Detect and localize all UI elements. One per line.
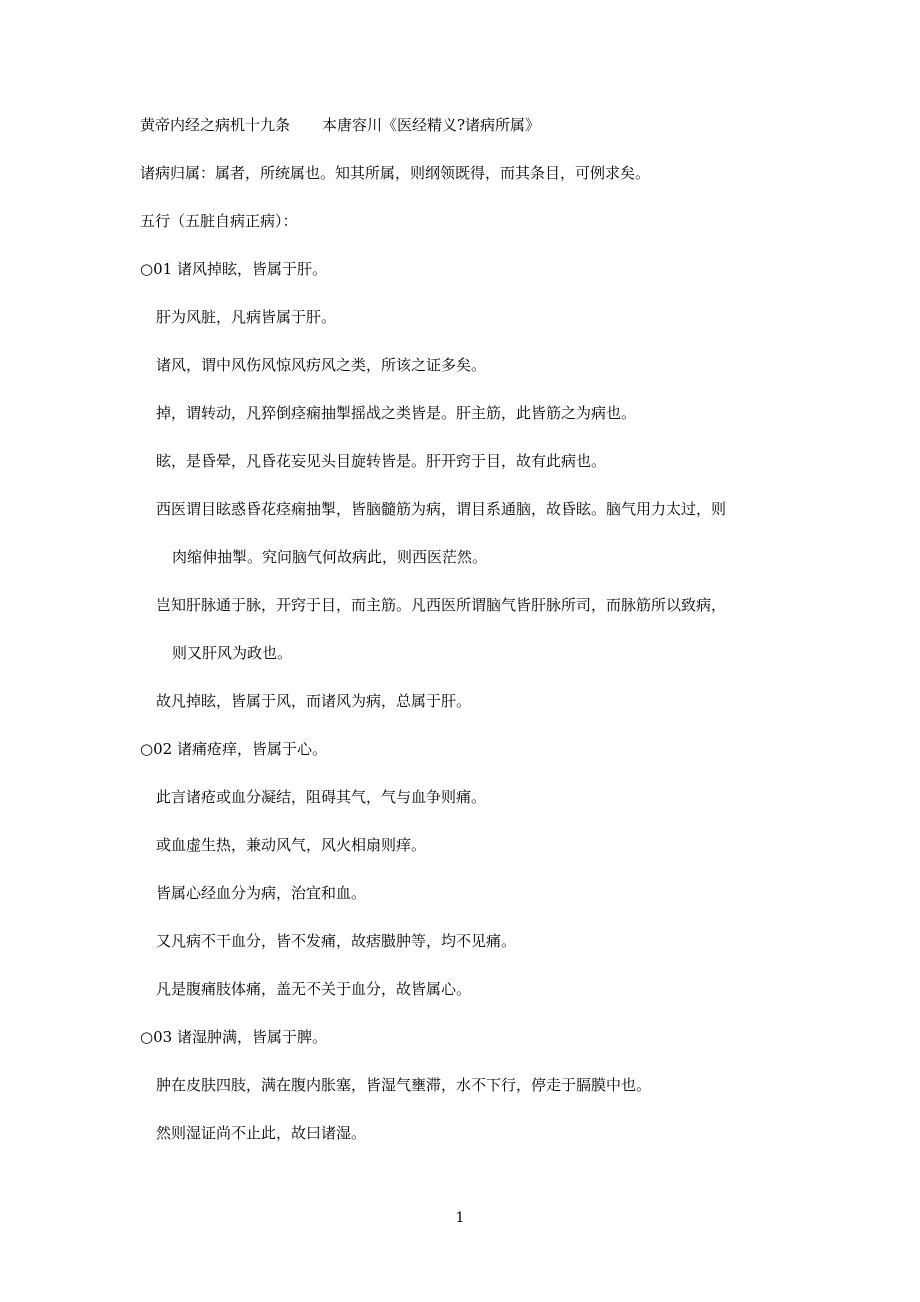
page-number: 1 xyxy=(455,1210,465,1226)
paragraph-line: 肝为风脏，凡病皆属于肝。 xyxy=(156,308,337,326)
paragraph-line-continued: 肉缩伸抽掣。究问脑气何故病此，则西医茫然。 xyxy=(172,548,488,566)
clause-heading-03: ○03 诸湿肿满，皆属于脾。 xyxy=(140,1028,327,1046)
section-heading: 五行（五脏自病正病）： xyxy=(140,212,298,230)
paragraph-line: 然则湿证尚不止此，故曰诸湿。 xyxy=(156,1124,367,1142)
paragraph-line: 又凡病不干血分，皆不发痛，故痞臌肿等，均不见痛。 xyxy=(156,932,517,950)
clause-heading-01: ○01 诸风掉眩，皆属于肝。 xyxy=(140,260,327,278)
paragraph-line: 眩，是昏晕，凡昏花妄见头目旋转皆是。肝开窍于目，故有此病也。 xyxy=(156,452,607,470)
paragraph-line: 肿在皮肤四肢，满在腹内胀塞，皆湿气壅滞，水不下行，停走于膈膜中也。 xyxy=(156,1076,652,1094)
paragraph-line: 凡是腹痛肢体痛，盖无不关于血分，故皆属心。 xyxy=(156,980,472,998)
clause-heading-02: ○02 诸痛疮痒，皆属于心。 xyxy=(140,740,327,758)
paragraph-line: 诸风，谓中风伤风惊风疠风之类，所该之证多矣。 xyxy=(156,356,487,374)
paragraph-line: 此言诸疮或血分凝结，阻碍其气，气与血争则痛。 xyxy=(156,788,487,806)
paragraph-line: 皆属心经血分为病，治宜和血。 xyxy=(156,884,367,902)
paragraph-intro: 诸病归属：属者，所统属也。知其所属，则纲领既得，而其条目，可例求矣。 xyxy=(140,164,651,182)
document-title: 黄帝内经之病机十九条 xyxy=(140,116,291,134)
paragraph-line: 西医谓目眩惑昏花痉痫抽掣，皆脑髓筋为病，谓目系通脑，故昏眩。脑气用力太过，则 xyxy=(156,500,727,518)
paragraph-line-continued: 则又肝风为政也。 xyxy=(172,644,293,662)
paragraph-line: 或血虚生热，兼动风气，风火相扇则痒。 xyxy=(156,836,427,854)
document-title-line xyxy=(140,115,540,135)
paragraph-line: 掉，谓转动，凡猝倒痉痫抽掣摇战之类皆是。肝主筋，此皆筋之为病也。 xyxy=(156,404,637,422)
paragraph-line: 故凡掉眩，皆属于风，而诸风为病，总属于肝。 xyxy=(156,692,472,710)
document-author: 本唐容川《医经精义?诸病所属》 xyxy=(322,116,541,134)
paragraph-line: 岂知肝脉通于脉，开窍于目，而主筋。凡西医所谓脑气皆肝脉所司，而脉筋所以致病， xyxy=(156,596,727,614)
